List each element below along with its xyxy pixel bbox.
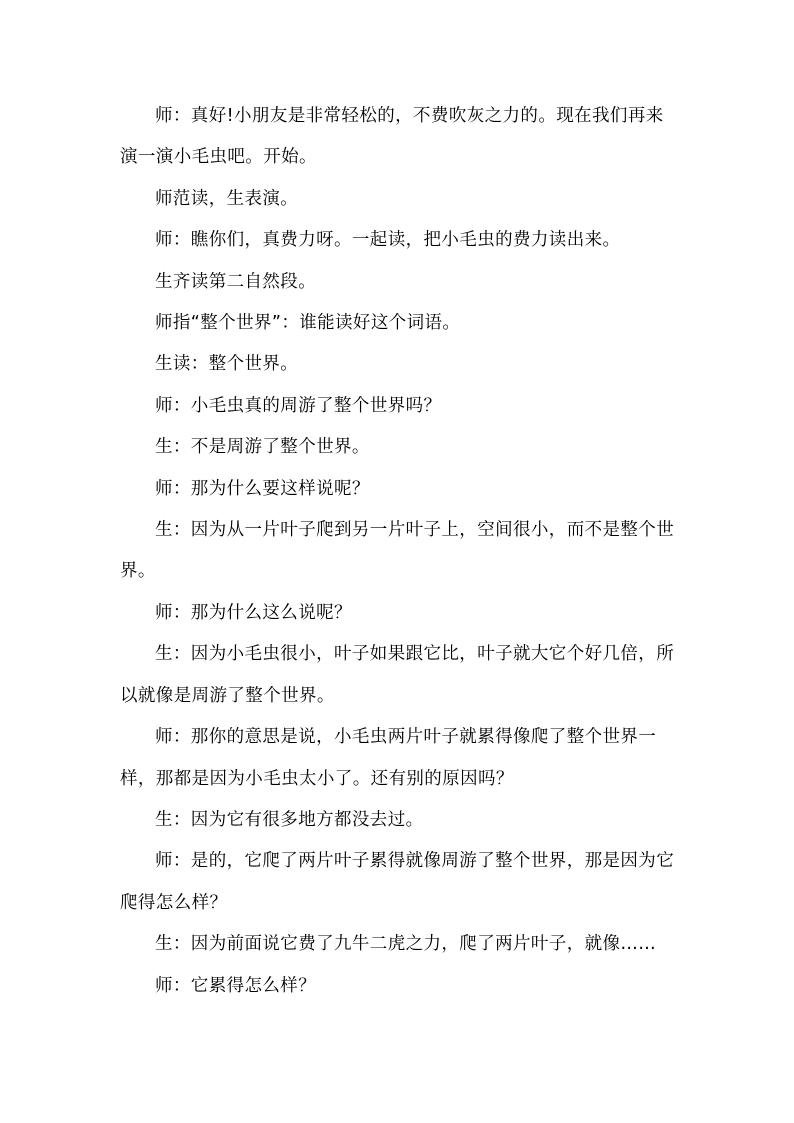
paragraph-4: 生齐读第二自然段。 bbox=[155, 271, 317, 292]
paragraph-6: 生读：整个世界。 bbox=[155, 354, 299, 375]
paragraph-13: 师：那你的意思是说，小毛虫两片叶子就累得像爬了整个世界一样，那都是因为小毛虫太小了。还有别的原因吗？ bbox=[120, 727, 657, 789]
paragraph-2: 师范读，生表演。 bbox=[155, 188, 299, 209]
paragraph-1: 师：真好!小朋友是非常轻松的，不费吹灰之力的。现在我们再来演一演小毛虫吧。开始。 bbox=[120, 106, 664, 168]
paragraph-5: 师指“整个世界”：谁能读好这个词语。 bbox=[155, 313, 461, 334]
paragraph-8: 生：不是周游了整个世界。 bbox=[155, 437, 370, 458]
paragraph-12: 生：因为小毛虫很小，叶子如果跟它比，叶子就大它个好几倍，所以就像是周游了整个世界。 bbox=[120, 644, 675, 706]
paragraph-10: 生：因为从一片叶子爬到另一片叶子上，空间很小，而不是整个世界。 bbox=[120, 520, 675, 582]
document-body bbox=[120, 96, 680, 1007]
paragraph-16: 生：因为前面说它费了九牛二虎之力，爬了两片叶子，就像…… bbox=[155, 934, 657, 955]
paragraph-3: 师：瞧你们，真费力呀。一起读，把小毛虫的费力读出来。 bbox=[155, 230, 621, 251]
paragraph-11: 师：那为什么这么说呢？ bbox=[155, 602, 352, 623]
paragraph-17: 师：它累得怎么样？ bbox=[155, 975, 317, 996]
paragraph-15: 师：是的，它爬了两片叶子累得就像周游了整个世界，那是因为它爬得怎么样？ bbox=[120, 851, 675, 913]
paragraph-9: 师：那为什么要这样说呢？ bbox=[155, 478, 370, 499]
paragraph-14: 生：因为它有很多地方都没去过。 bbox=[155, 809, 424, 830]
paragraph-7: 师：小毛虫真的周游了整个世界吗？ bbox=[155, 395, 442, 416]
